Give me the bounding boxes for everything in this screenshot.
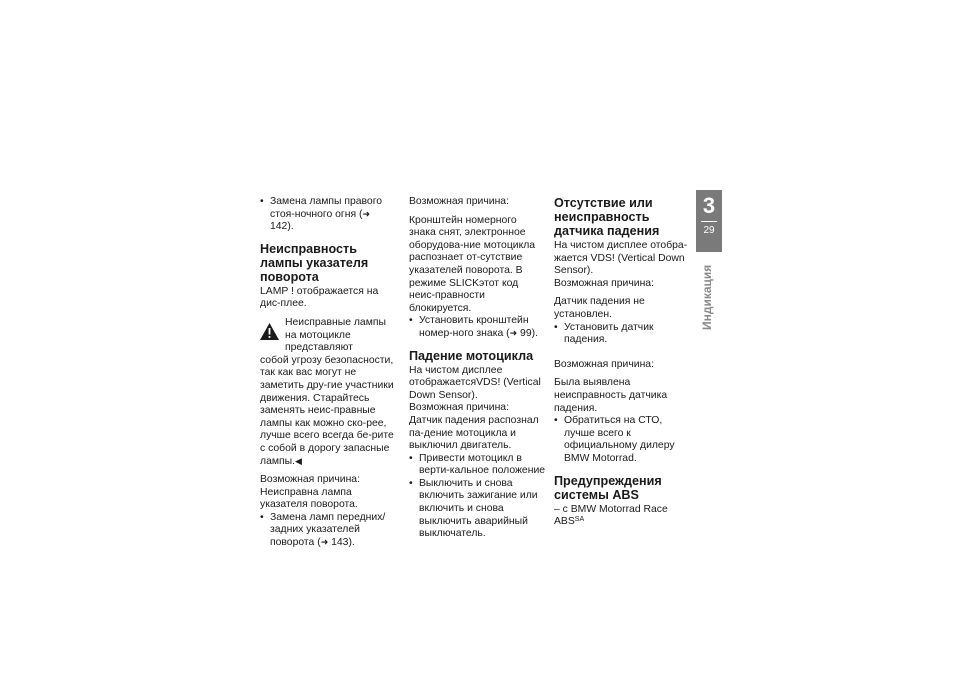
list-item: • Обратиться на СТО, лучше всего к официальному дилеру BMW Motorrad. (554, 415, 691, 465)
heading-fall: Падение мотоцикла (409, 348, 534, 363)
page-number: 29 (703, 225, 715, 236)
heading-sensor-fault: Отсутствие или неисправность датчика падения (554, 196, 660, 238)
warning-text: собой угрозу безопасности, так как вас могут не заметить дру-гие участники движения. Старайтесь заменять неис-правные лампы как можно ско-рее, лучше всего всегда бе-рите с собой в дорогу запасные лампы. (260, 354, 394, 467)
page-ref[interactable]: 142 (270, 221, 288, 233)
cause-label: Возможная причина: (554, 358, 654, 370)
warning-triangle-icon (260, 323, 279, 345)
arrow-right-icon: ➜ (362, 209, 370, 220)
list-item: • Замена лампы правого стоя-ночного огня (➜ 142). (260, 196, 396, 234)
page-ref[interactable]: 99 (520, 327, 532, 339)
warning-text-start: Неисправные лампы на мотоцикле представляют (285, 316, 386, 354)
arrow-right-icon: ➜ (320, 538, 329, 549)
cause-label: Возможная причина: (554, 277, 654, 289)
list-item: • Установить кронштейн номер-ного знака (➜ 99). (409, 315, 546, 340)
fall-text: Датчик падения распознал па-дение мотоцикла и выключил двигатель. (409, 414, 539, 452)
sensor-display-text: На чистом дисплее отобра-жается VDS! (Vertical Down Sensor). (554, 240, 688, 277)
column-left (260, 196, 396, 556)
bullet-list (554, 322, 691, 347)
turn-display-text: LAMP ! отображается на дис-плее. (260, 285, 379, 310)
page-ref[interactable]: 143 (331, 537, 349, 549)
heading-abs-warnings: Предупреждения системы ABS (554, 473, 662, 502)
sensor-missing-text: Датчик падения не установлен. (554, 296, 645, 320)
chapter-tab (696, 190, 722, 252)
list-item: • Выключить и снова включить зажигание или включить и снова выключить аварийный выключатель. (409, 478, 546, 541)
list-item: • Замена ламп передних/задних указателей поворота (➜ 143). (260, 512, 396, 550)
list-item: • Привести мотоцикл в верти-кальное положение (409, 453, 546, 478)
end-marker-icon: ◀ (294, 456, 302, 467)
warning-block (260, 317, 396, 355)
cause-text: Неисправна лампа указателя поворота. (260, 486, 358, 511)
abs-superscript: SA (574, 516, 585, 524)
bracket-text: Кронштейн номерного знака снят, электронное оборудова-ние мотоцикла распознает от-сутствие указателей поворота. В режиме SLICKэтот код неис-правности блокируется. (409, 214, 536, 314)
fall-display-text: На чистом дисплее отображаетсяVDS! (Vertical Down Sensor). (409, 364, 541, 401)
list-item: • Установить датчик падения. (554, 322, 691, 347)
arrow-right-icon: ➜ (509, 328, 518, 339)
column-middle (409, 196, 546, 547)
chapter-number: 3 (702, 193, 716, 218)
cause-label: Возможная причина: (409, 402, 509, 414)
bullet-list (409, 453, 546, 541)
cause-label: Возможная причина: (409, 196, 509, 207)
abs-line: – с BMW Motorrad Race $ABS^{SA}$ (554, 503, 668, 528)
tab-divider (701, 221, 717, 222)
cause-label: Возможная причина: (260, 474, 360, 486)
bullet-list (260, 196, 396, 234)
bullet-list (409, 315, 546, 340)
bullet-list (260, 512, 396, 550)
column-right (554, 196, 691, 535)
heading-turn-signal-fault: Неисправность лампы указателя поворота (260, 241, 369, 284)
sensor-fault-text: Была выявлена неисправность датчика падения. (554, 377, 668, 414)
bullet-list (554, 415, 691, 465)
